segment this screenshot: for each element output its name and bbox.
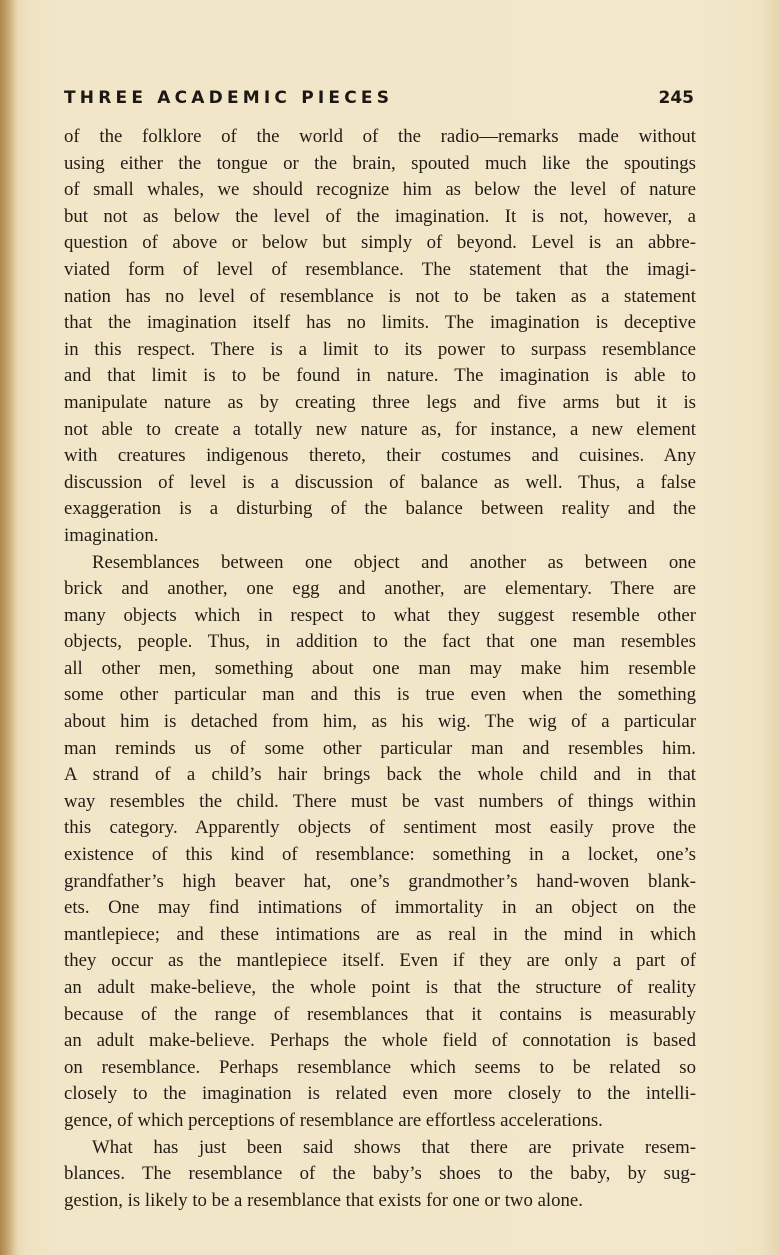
running-head (64, 88, 694, 112)
text-line: an adult make-believe, the whole point is that the structure of reality (64, 977, 696, 998)
text-line: man reminds us of some other particular man and resembles him. (64, 737, 696, 759)
text-line: in this respect. There is a limit to its power to surpass resemblance (64, 338, 696, 360)
text-line: A strand of a child’s hair brings back the whole child and in that (64, 764, 696, 786)
text-line: imagination. (64, 524, 159, 546)
text-line: manipulate nature as by creating three legs and five arms but it is (64, 391, 696, 413)
text-line: brick and another, one egg and another, are elementary. There are (64, 578, 696, 600)
text-line: they occur as the mantlepiece itself. Even if they are only a part of (64, 950, 696, 972)
text-line: mantlepiece; and these intimations are as real in the mind in which (64, 923, 696, 945)
text-line: viated form of level of resemblance. The statement that the imagi- (64, 258, 696, 280)
text-line: with creatures indigenous thereto, their costumes and cuisines. Any (64, 445, 696, 467)
text-line: of small whales, we should recognize him as below the level of nature (64, 179, 696, 201)
body-text (64, 124, 696, 1214)
text-line: existence of this kind of resemblance: something in a locket, one’s (64, 844, 696, 866)
text-line: Resemblances between one object and another as between one (92, 551, 696, 573)
text-line: gence, of which perceptions of resemblance are effortless accelerations. (64, 1109, 603, 1131)
text-line: that the imagination itself has no limits. The imagination is deceptive (64, 312, 696, 334)
binding-shadow (0, 0, 18, 1255)
text-line: way resembles the child. There must be vast numbers of things within (64, 790, 696, 812)
text-line: question of above or below but simply of beyond. Level is an abbre- (64, 232, 696, 254)
text-line: on resemblance. Perhaps resemblance which seems to be related so (64, 1056, 696, 1078)
text-line: objects, people. Thus, in addition to the fact that one man resembles (64, 631, 696, 653)
text-line: nation has no level of resemblance is not to be taken as a statement (64, 285, 696, 307)
text-line: grandfather’s high beaver hat, one’s grandmother’s hand-woven blank- (64, 870, 696, 892)
text-line: of the folklore of the world of the radio—remarks made without (64, 126, 696, 147)
text-line: because of the range of resemblances that it contains is measurably (64, 1003, 696, 1025)
text-line: many objects which in respect to what they suggest resemble other (64, 604, 696, 626)
text-line: an adult make-believe. Perhaps the whole field of connotation is based (64, 1030, 696, 1052)
text-line: blances. The resemblance of the baby’s shoes to the baby, by sug- (64, 1163, 696, 1185)
text-line: about him is detached from him, as his wig. The wig of a particular (64, 711, 696, 733)
text-line: What has just been said shows that there are private resem- (92, 1136, 696, 1158)
text-line: closely to the imagination is related even more closely to the intelli- (64, 1083, 696, 1105)
text-line: all other men, something about one man may make him resemble (64, 657, 696, 679)
text-line: not able to create a totally new nature as, for instance, a new element (64, 418, 696, 440)
text-line: and that limit is to be found in nature. The imagination is able to (64, 365, 696, 387)
text-line: this category. Apparently objects of sentiment most easily prove the (64, 817, 696, 839)
page-number: 245 (658, 88, 694, 108)
text-line: gestion, is likely to be a resemblance that exists for one or two alone. (64, 1189, 583, 1211)
running-title: THREE ACADEMIC PIECES (64, 88, 394, 108)
text-line: some other particular man and this is true even when the something (64, 684, 696, 706)
text-line: ets. One may find intimations of immortality in an object on the (64, 897, 696, 919)
text-line: using either the tongue or the brain, spouted much like the spoutings (64, 152, 696, 174)
text-line: discussion of level is a discussion of balance as well. Thus, a false (64, 471, 696, 493)
text-line: exaggeration is a disturbing of the balance between reality and the (64, 498, 696, 520)
text-line: but not as below the level of the imagination. It is not, however, a (64, 205, 696, 227)
